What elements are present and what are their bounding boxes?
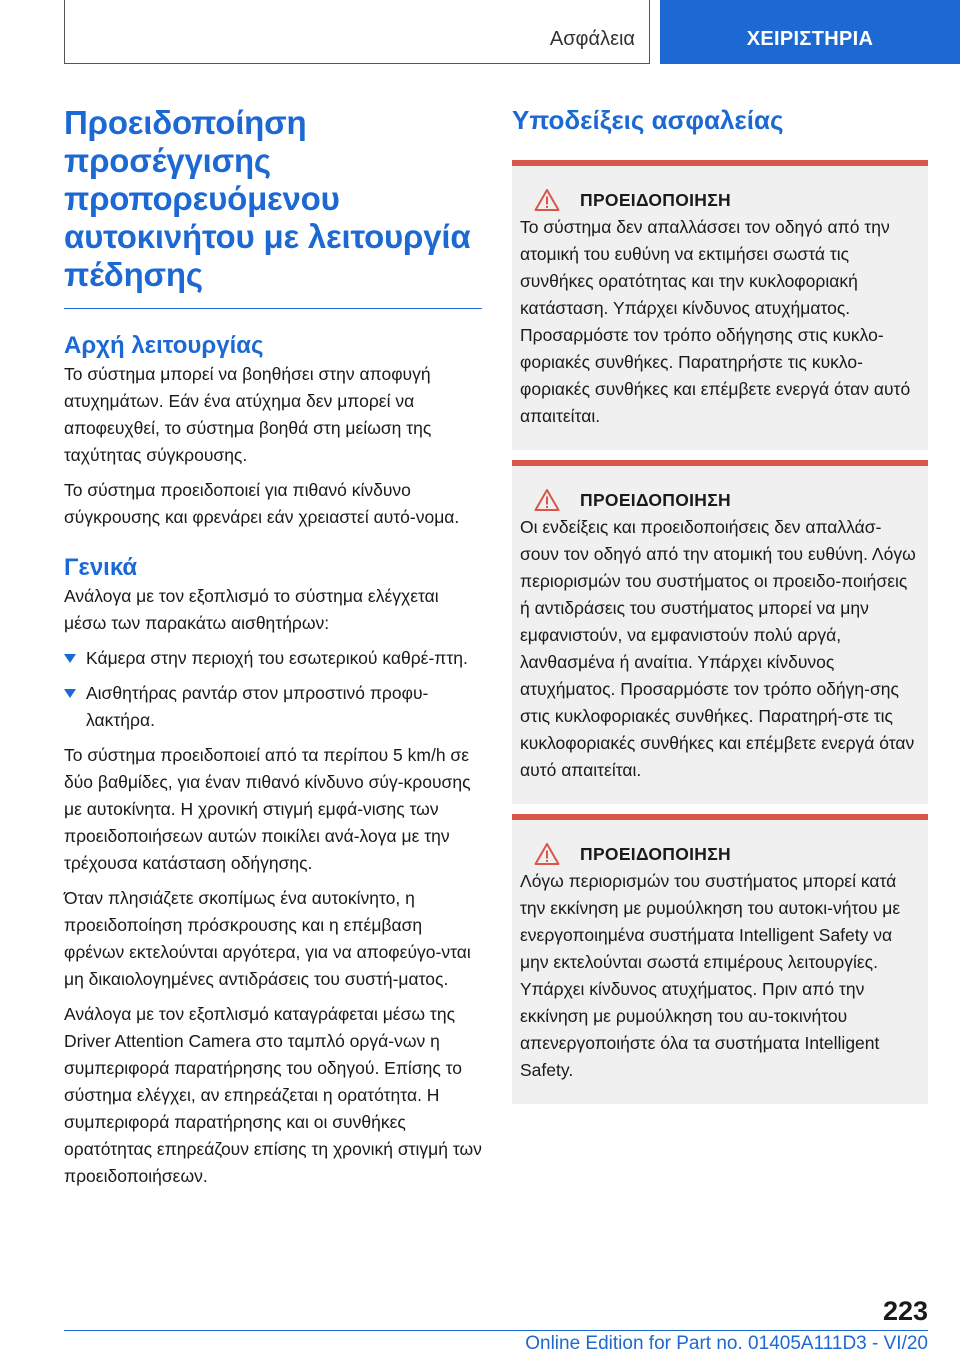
paragraph: Το σύστημα προειδοποιεί για πιθανό κίνδυνο σύγκρουσης και φρενάρει εάν χρειαστεί αυτό-νομα. xyxy=(64,480,460,527)
warning-box xyxy=(512,160,928,450)
warning-label: ΠΡΟΕΙΔΟΠΟΙΗΣΗ xyxy=(580,489,731,510)
footer-edition: Online Edition for Part no. 01405A111D3 - VI/20 xyxy=(525,1333,928,1354)
safety-notes-title: Υποδείξεις ασφαλείας xyxy=(512,105,784,135)
page-title: Προειδοποίηση προσέγγισης προπορευόμενου αυτοκινήτου με λειτουργία πέδησης xyxy=(64,104,482,309)
right-column xyxy=(512,104,928,1104)
warning-text: Λόγω περιορισμών του συστήματος μπορεί κατά την εκκίνηση με ρυμούλκηση του αυτοκι-νήτου με ενεργοποιημένα συστήματα Intelligent Safety να μην εκτελούνται σωστά επιμέρους λειτουργίες. Υπάρχει κίνδυνος ατυχήματος. Πριν από την εκκίνηση με ρυμούλκηση του αυ-τοκινήτου απενεργοποιήστε όλα τα συστήματα Intelligent Safety. xyxy=(520,871,901,1080)
list-item-text: Αισθητήρας ραντάρ στον μπροστινό προφυ-λακτήρα. xyxy=(86,683,429,730)
page-number: 223 xyxy=(882,1296,928,1326)
warning-label: ΠΡΟΕΙΔΟΠΟΙΗΣΗ xyxy=(580,843,731,864)
list-item xyxy=(64,645,482,672)
header-section-title: Ασφάλεια xyxy=(549,28,635,50)
sensor-list xyxy=(64,645,482,734)
bullet-triangle-icon xyxy=(64,654,76,663)
paragraph: Το σύστημα προειδοποιεί από τα περίπου 5 km/h σε δύο βαθμίδες, για έναν πιθανό κίνδυνο σύγ-κρουσης με αυτοκίνητα. Η χρονική στιγμή εμφά-νισης των προειδοποιήσεων αυτών ποικίλει ανά-λογα με την τρέχουσα κατάσταση οδήγησης. xyxy=(64,745,471,873)
paragraph: Ανάλογα με τον εξοπλισμό καταγράφεται μέσω της Driver Attention Camera στο ταμπλό οργά-νων η συμπεριφορά παρατήρησης του οδηγού. Επίσης το σύστημα ελέγχει, αν επηρεάζεται η ορατότητα. Η συμπεριφορά παρατήρησης και οι συνθήκες ορατότητας επηρεάζουν επίσης τη χρονική στιγμή των προειδοποιήσεων. xyxy=(64,1004,482,1186)
warning-label: ΠΡΟΕΙΔΟΠΟΙΗΣΗ xyxy=(580,189,731,210)
bullet-triangle-icon xyxy=(64,689,76,698)
paragraph: Ανάλογα με τον εξοπλισμό το σύστημα ελέγχεται μέσω των παρακάτω αισθητήρων: xyxy=(64,586,439,633)
footer-divider xyxy=(64,1330,928,1331)
warning-triangle-icon xyxy=(534,842,560,866)
paragraph: Όταν πλησιάζετε σκοπίμως ένα αυτοκίνητο, η προειδοποίηση πρόσκρουσης και η επέμβαση φρένων εκτελούνται αργότερα, για να αποφεύγο-νται μη δικαιολογημένες αντιδράσεις του συστή-ματος. xyxy=(64,888,471,989)
paragraph: Το σύστημα μπορεί να βοηθήσει στην αποφυγή ατυχημάτων. Εάν ένα ατύχημα δεν μπορεί να αποφευχθεί, το σύστημα βοηθά στη μείωση της ταχύτητας σύγκρουσης. xyxy=(64,364,432,465)
warning-box xyxy=(512,460,928,804)
warning-text: Το σύστημα δεν απαλλάσσει τον οδηγό από την ατομική του ευθύνη να εκτιμήσει σωστά τις συνθήκες ορατότητας και την κυκλοφοριακή κατάσταση. Υπάρχει κίνδυνος ατυχήματος. Προσαρμόστε τον τρόπο οδήγησης στις κυκλο-φοριακές συνθήκες. Παρατηρήστε τις κυκλο-φοριακές συνθήκες και επέμβετε ενεργά όταν αυτό απαιτείται. xyxy=(520,217,911,426)
left-column xyxy=(64,104,482,1190)
warning-triangle-icon xyxy=(534,188,560,212)
warning-triangle-icon xyxy=(534,488,560,512)
header-section-box xyxy=(64,0,650,64)
warning-box xyxy=(512,814,928,1104)
list-item xyxy=(64,680,482,734)
warning-text: Οι ενδείξεις και προειδοποιήσεις δεν απαλλάσ-σουν τον οδηγό από την ατομική του ευθύνη. Λόγω περιορισμών του συστήματος οι προειδο-ποιήσεις ή αντιδράσεις του συστήματος μπορεί να μην εμφανιστούν, να εμφανιστούν πολύ αργά, λανθασμένα ή αναίτια. Υπάρχει κίνδυνος ατυχήματος. Προσαρμόστε τον τρόπο οδήγη-σης στις κυκλοφοριακές συνθήκες. Παρατηρή-στε τις κυκλοφοριακές συνθήκες και επέμβετε ενεργά όταν αυτό απαιτείται. xyxy=(520,517,916,780)
section-heading-general: Γενικά xyxy=(64,554,138,581)
section-heading-principle: Αρχή λειτουργίας xyxy=(64,332,264,359)
header-chapter-tab[interactable]: ΧΕΙΡΙΣΤΗΡΙΑ xyxy=(660,0,960,64)
list-item-text: Κάμερα στην περιοχή του εσωτερικού καθρέ-πτη. xyxy=(86,648,468,668)
